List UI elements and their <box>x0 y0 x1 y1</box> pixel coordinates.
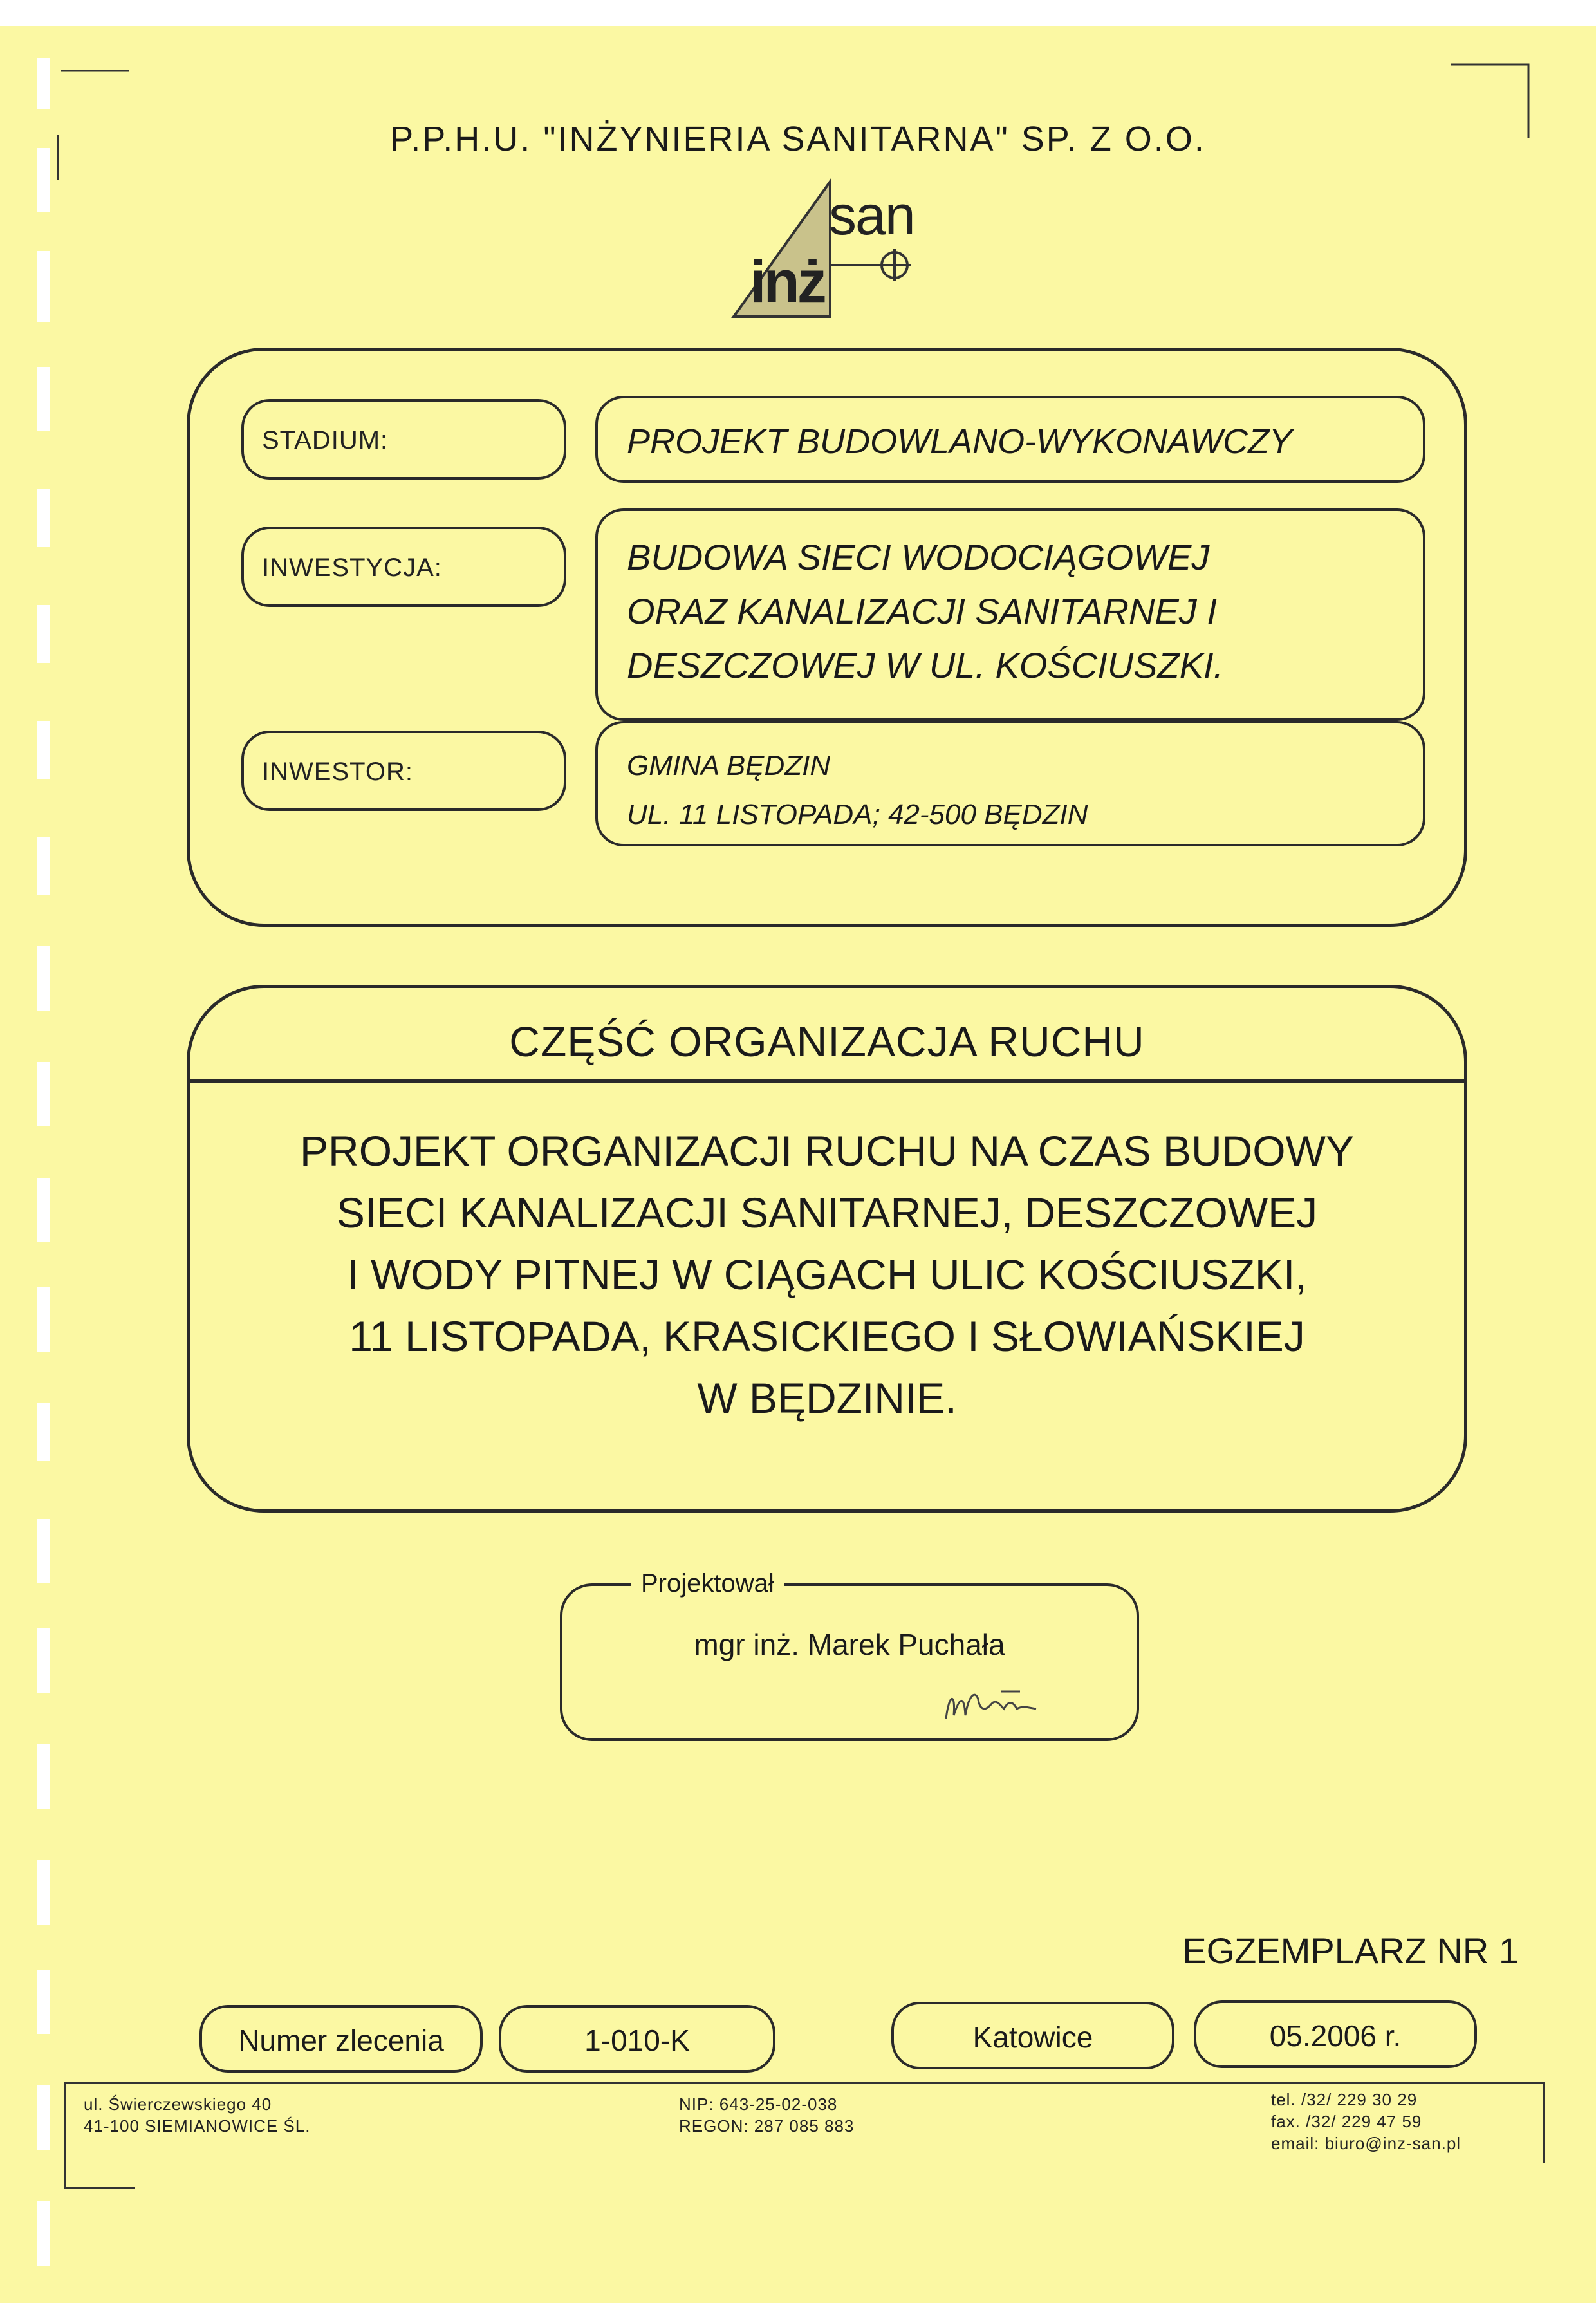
order-city-box <box>891 2002 1174 2069</box>
designer-box <box>560 1583 1139 1741</box>
footer-bottom-rule <box>64 2187 135 2189</box>
inwestor-line: GMINA BĘDZIN <box>627 750 831 781</box>
inwestycja-line: ORAZ KANALIZACJI SANITARNEJ I <box>627 591 1217 631</box>
part-title-line: W BĘDZINIE. <box>697 1374 957 1422</box>
order-city: Katowice <box>972 2020 1093 2054</box>
part-title <box>187 1120 1467 1429</box>
stadium-value-box <box>595 396 1425 483</box>
order-date-box <box>1194 2000 1477 2068</box>
company-name: P.P.H.U. "INŻYNIERIA SANITARNA" SP. Z O.O. <box>390 120 1206 158</box>
order-label: Numer zlecenia <box>238 2024 444 2057</box>
inwestycja-line: BUDOWA SIECI WODOCIĄGOWEJ <box>627 537 1210 577</box>
inwestycja-line: DESZCZOWEJ W UL. KOŚCIUSZKI. <box>627 645 1224 685</box>
footer-right-rule <box>1543 2082 1545 2163</box>
order-date: 05.2006 r. <box>1269 2019 1402 2053</box>
designer-signature <box>940 1680 1043 1731</box>
footer-address-line: 41-100 SIEMIANOWICE ŚL. <box>84 2116 311 2136</box>
footer-left-rule <box>64 2082 66 2188</box>
logo-top-text: san <box>829 185 914 247</box>
inwestycja-label: INWESTYCJA: <box>262 554 442 582</box>
inwestycja-value <box>627 530 1223 693</box>
footer-registry-line: REGON: 287 085 883 <box>679 2116 855 2136</box>
stadium-label: STADIUM: <box>262 426 389 454</box>
part-title-line: PROJEKT ORGANIZACJI RUCHU NA CZAS BUDOWY <box>300 1127 1354 1175</box>
logo-bottom-text: inż <box>750 249 824 315</box>
part-title-line: I WODY PITNEJ W CIĄGACH ULIC KOŚCIUSZKI, <box>347 1251 1307 1298</box>
inwestor-label: INWESTOR: <box>262 758 413 786</box>
inwestor-value <box>627 741 1088 839</box>
inwestycja-value-box <box>595 508 1425 721</box>
stadium-value: PROJEKT BUDOWLANO-WYKONAWCZY <box>627 422 1293 461</box>
stadium-label-box <box>241 399 566 480</box>
order-label-box <box>200 2005 483 2073</box>
order-number: 1-010-K <box>584 2024 690 2057</box>
footer-top-rule <box>64 2082 1545 2084</box>
footer-contact-line: email: biuro@inz-san.pl <box>1271 2134 1461 2153</box>
footer-address-line: ul. Świerczewskiego 40 <box>84 2094 272 2114</box>
part-title-line: 11 LISTOPADA, KRASICKIEGO I SŁOWIAŃSKIEJ <box>349 1312 1305 1360</box>
inwestycja-label-box <box>241 527 566 607</box>
footer-contact <box>1271 2089 1461 2154</box>
part-heading: CZĘŚĆ ORGANIZACJA RUCHU <box>509 1018 1145 1065</box>
part-title-line: SIECI KANALIZACJI SANITARNEJ, DESZCZOWEJ <box>336 1189 1318 1236</box>
company-logo <box>721 169 914 323</box>
order-number-box <box>499 2005 775 2073</box>
document-page <box>0 26 1596 2303</box>
inwestor-value-box <box>595 721 1425 846</box>
footer-address <box>84 2093 310 2137</box>
designer-label: Projektował <box>631 1569 784 1598</box>
footer-registry-line: NIP: 643-25-02-038 <box>679 2094 838 2114</box>
part-divider <box>187 1079 1467 1083</box>
copy-number: EGZEMPLARZ NR 1 <box>1182 1930 1519 1971</box>
designer-name: mgr inż. Marek Puchała <box>694 1628 1005 1661</box>
footer-contact-line: fax. /32/ 229 47 59 <box>1271 2112 1422 2131</box>
inwestor-line: UL. 11 LISTOPADA; 42-500 BĘDZIN <box>627 799 1088 830</box>
footer-contact-line: tel. /32/ 229 30 29 <box>1271 2090 1418 2109</box>
footer-registry <box>679 2093 854 2137</box>
inwestor-label-box <box>241 731 566 811</box>
